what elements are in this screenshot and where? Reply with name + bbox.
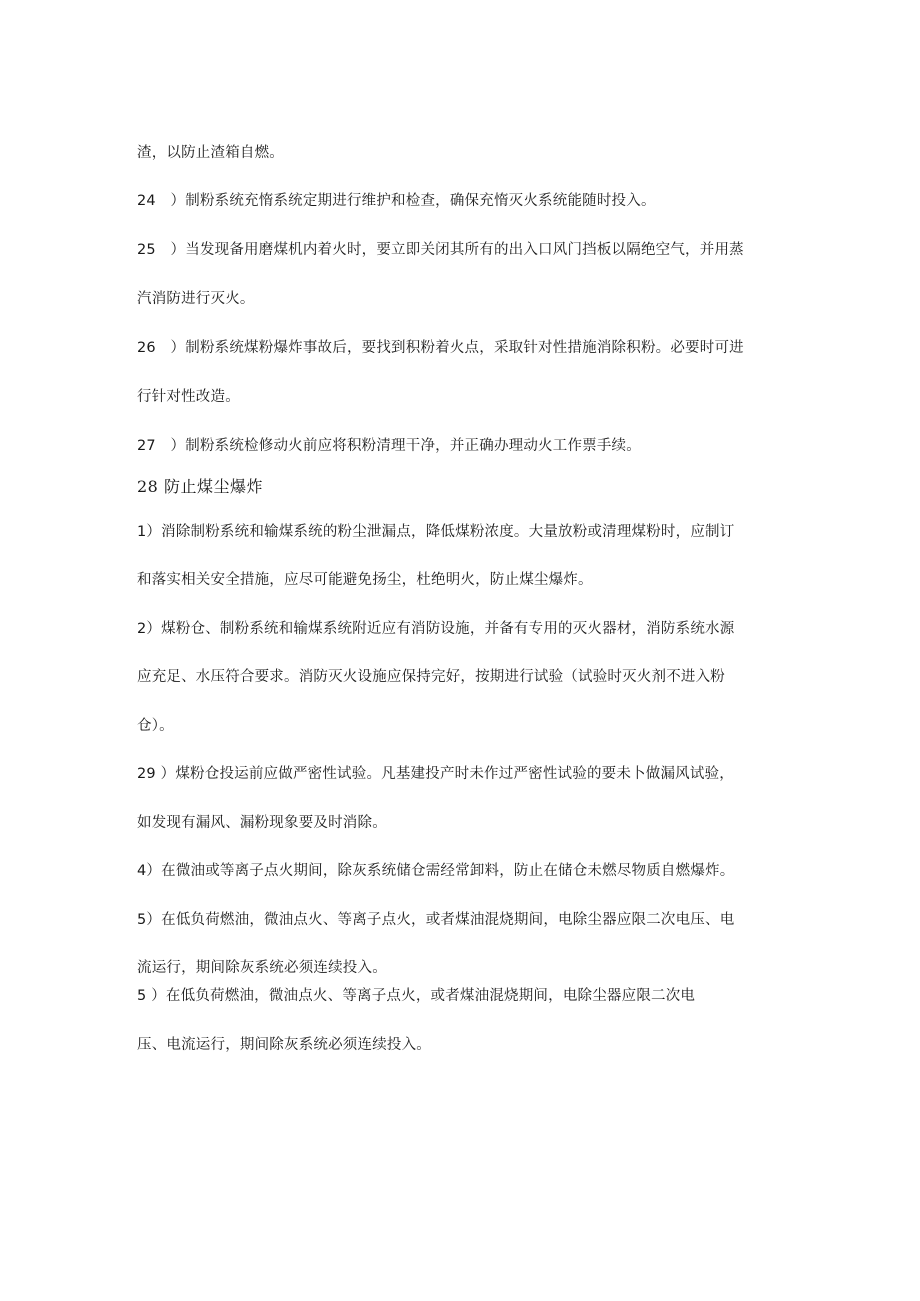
item-1-continuation: 和落实相关安全措施，应尽可能避免扬尘，杜绝明火，防止煤尘爆炸。 — [137, 572, 593, 588]
item-5-repeat-continuation: 压、电流运行，期间除灰系统必须连续投入。 — [137, 1037, 431, 1053]
item-27: 27 ）制粉系统检修动火前应将积粉清理干净，并正确办理动火工作票手续。 — [137, 438, 641, 454]
item-25-continuation: 汽消防进行灭火。 — [137, 291, 255, 307]
item-2-continuation-2: 仓）。 — [137, 718, 174, 734]
item-26-continuation: 行针对性改造。 — [137, 389, 240, 405]
item-5-repeat: 5 ）在低负荷燃油，微油点火、等离子点火，或者煤油混烧期间，电除尘器应限二次电 — [137, 988, 696, 1004]
item-2-continuation: 应充足、水压符合要求。消防灭火设施应保持完好，按期进行试验（试验时灭火剂不进入粉 — [137, 669, 725, 685]
section-heading: 28 防止煤尘爆炸 — [137, 477, 263, 496]
item-2: 2）煤粉仓、制粉系统和输煤系统附近应有消防设施，并备有专用的灭火器材，消防系统水源 — [137, 621, 735, 637]
item-25: 25 ）当发现备用磨煤机内着火时，要立即关闭其所有的出入口风门挡板以隔绝空气，并用蒸 — [137, 242, 744, 258]
item-24: 24 ）制粉系统充惰系统定期进行维护和检查，确保充惰灭火系统能随时投入。 — [137, 193, 656, 209]
item-29: 29 ）煤粉仓投运前应做严密性试验。凡基建投产时未作过严密性试验的要未卜做漏风试验， — [137, 766, 734, 782]
item-4: 4）在微油或等离子点火期间，除灰系统储仓需经常卸料，防止在储仓未燃尽物质自燃爆炸。 — [137, 863, 735, 879]
item-26: 26 ）制粉系统煤粉爆炸事故后，要找到积粉着火点，采取针对性措施消除积粉。必要时可进 — [137, 340, 744, 356]
text-line-continuation: 渣，以防止渣箱自燃。 — [137, 145, 284, 161]
item-5: 5）在低负荷燃油，微油点火、等离子点火，或者煤油混烧期间，电除尘器应限二次电压、电 — [137, 912, 735, 928]
item-5-continuation: 流运行，期间除灰系统必须连续投入。 — [137, 960, 387, 976]
item-1: 1）消除制粉系统和输煤系统的粉尘泄漏点，降低煤粉浓度。大量放粉或清理煤粉时，应制订 — [137, 524, 735, 540]
item-29-continuation: 如发现有漏风、漏粉现象要及时消除。 — [137, 815, 387, 831]
